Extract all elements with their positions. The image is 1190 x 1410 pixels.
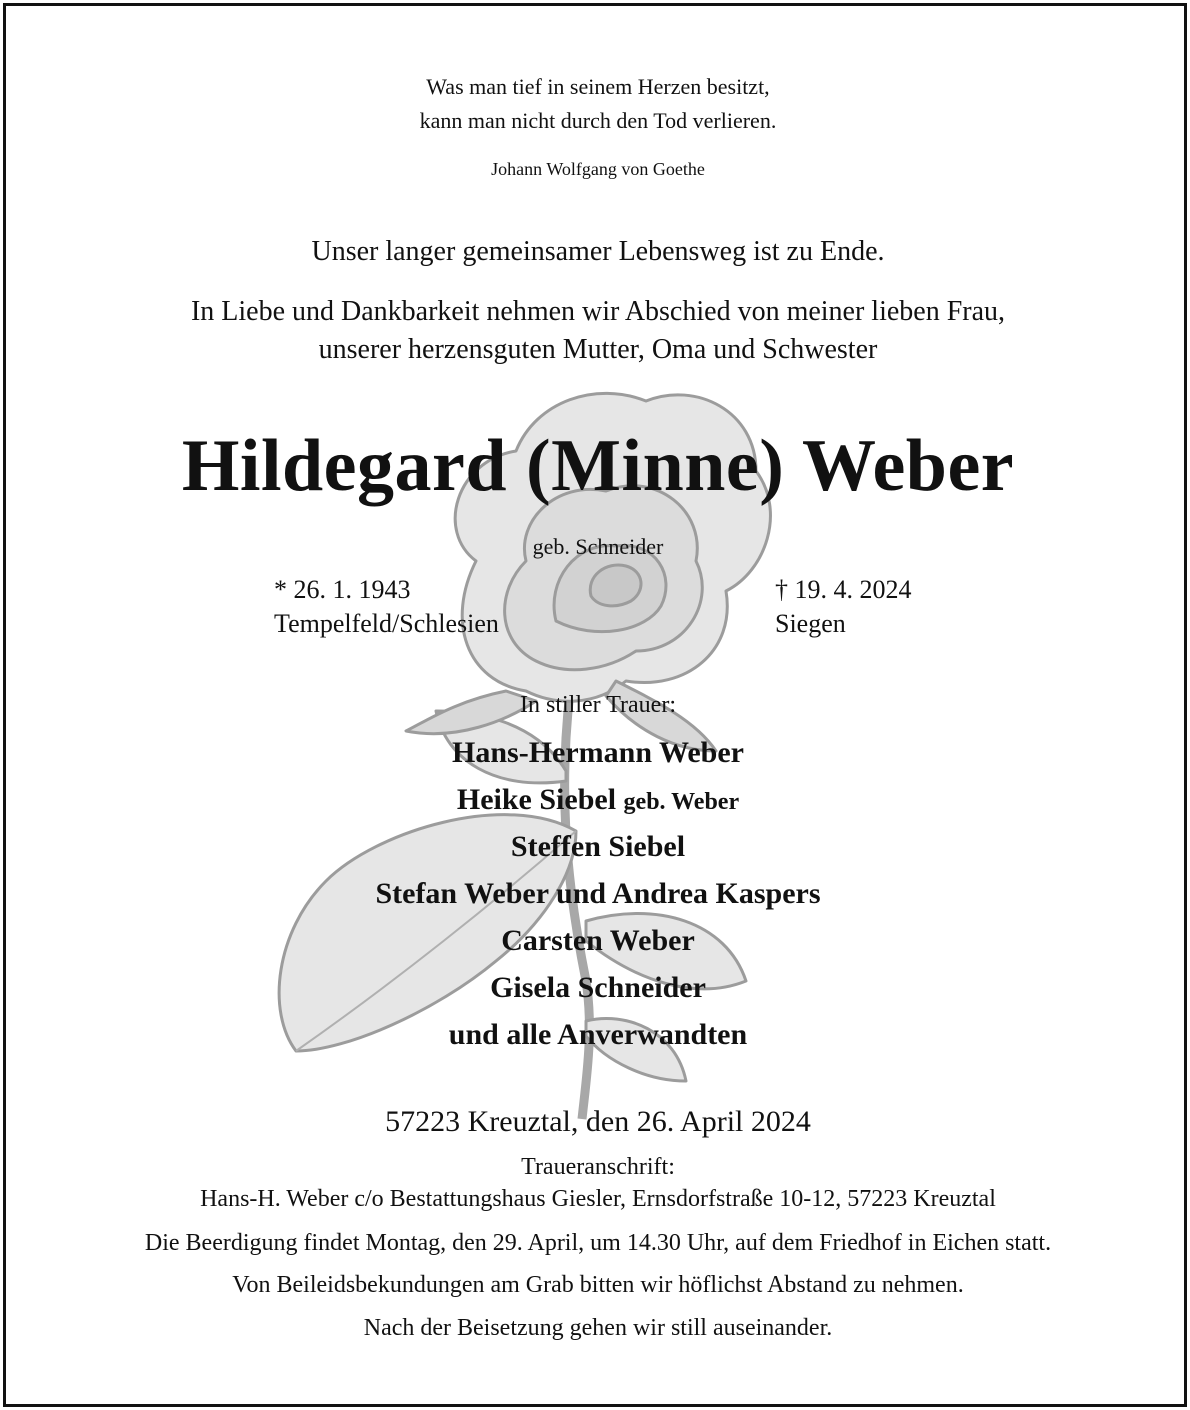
obituary-frame — [3, 3, 1187, 1407]
intro-line-2: In Liebe und Dankbarkeit nehmen wir Abschied von meiner lieben Frau, — [190, 296, 1006, 327]
birth-date: * 26. 1. 1943 — [274, 575, 411, 604]
mourner-maiden-suffix: geb. Weber — [623, 789, 740, 815]
quote-line-2: kann man nicht durch den Tod verlieren. — [419, 108, 777, 133]
mourner-name-heike — [6, 783, 1190, 817]
intro-line-1: Unser langer gemeinsamer Lebensweg ist zu Ende. — [311, 236, 885, 267]
address-label: Traueranschrift: — [521, 1154, 675, 1180]
maiden-name: geb. Schneider — [532, 534, 664, 559]
quote-line-1: Was man tief in seinem Herzen besitzt, — [426, 74, 770, 99]
mourner-name: Gisela Schneider — [490, 971, 706, 1004]
mourner-name: Heike Siebel — [456, 783, 617, 816]
mourners-label: In stiller Trauer: — [520, 692, 676, 718]
quote-author: Johann Wolfgang von Goethe — [491, 159, 705, 179]
place-date: 57223 Kreuztal, den 26. April 2024 — [385, 1105, 811, 1138]
death-place: Siegen — [775, 609, 846, 638]
closing-note: Nach der Beisetzung gehen wir still auseinander. — [363, 1315, 833, 1341]
address-text: Hans-H. Weber c/o Bestattungshaus Giesler, Ernsdorfstraße 10-12, 57223 Kreuztal — [200, 1186, 996, 1212]
intro-line-3: unserer herzensguten Mutter, Oma und Schwester — [318, 334, 878, 365]
birth-place: Tempelfeld/Schlesien — [274, 609, 499, 638]
funeral-info: Die Beerdigung findet Montag, den 29. April, um 14.30 Uhr, auf dem Friedhof in Eichen statt. — [144, 1230, 1052, 1256]
condolence-note: Von Beileidsbekundungen am Grab bitten wir höflichst Abstand zu nehmen. — [232, 1272, 964, 1298]
deceased-name: Hildegard (Minne) Weber — [181, 425, 1015, 507]
mourner-name: Stefan Weber und Andrea Kaspers — [375, 877, 821, 910]
birth-info — [274, 573, 499, 641]
mourner-name: Steffen Siebel — [510, 830, 686, 863]
mourner-name: Hans-Hermann Weber — [452, 736, 744, 769]
mourner-name: Carsten Weber — [501, 924, 695, 957]
mourner-name: und alle Anverwandten — [448, 1018, 748, 1051]
death-date: † 19. 4. 2024 — [775, 575, 912, 604]
death-info — [775, 573, 912, 641]
